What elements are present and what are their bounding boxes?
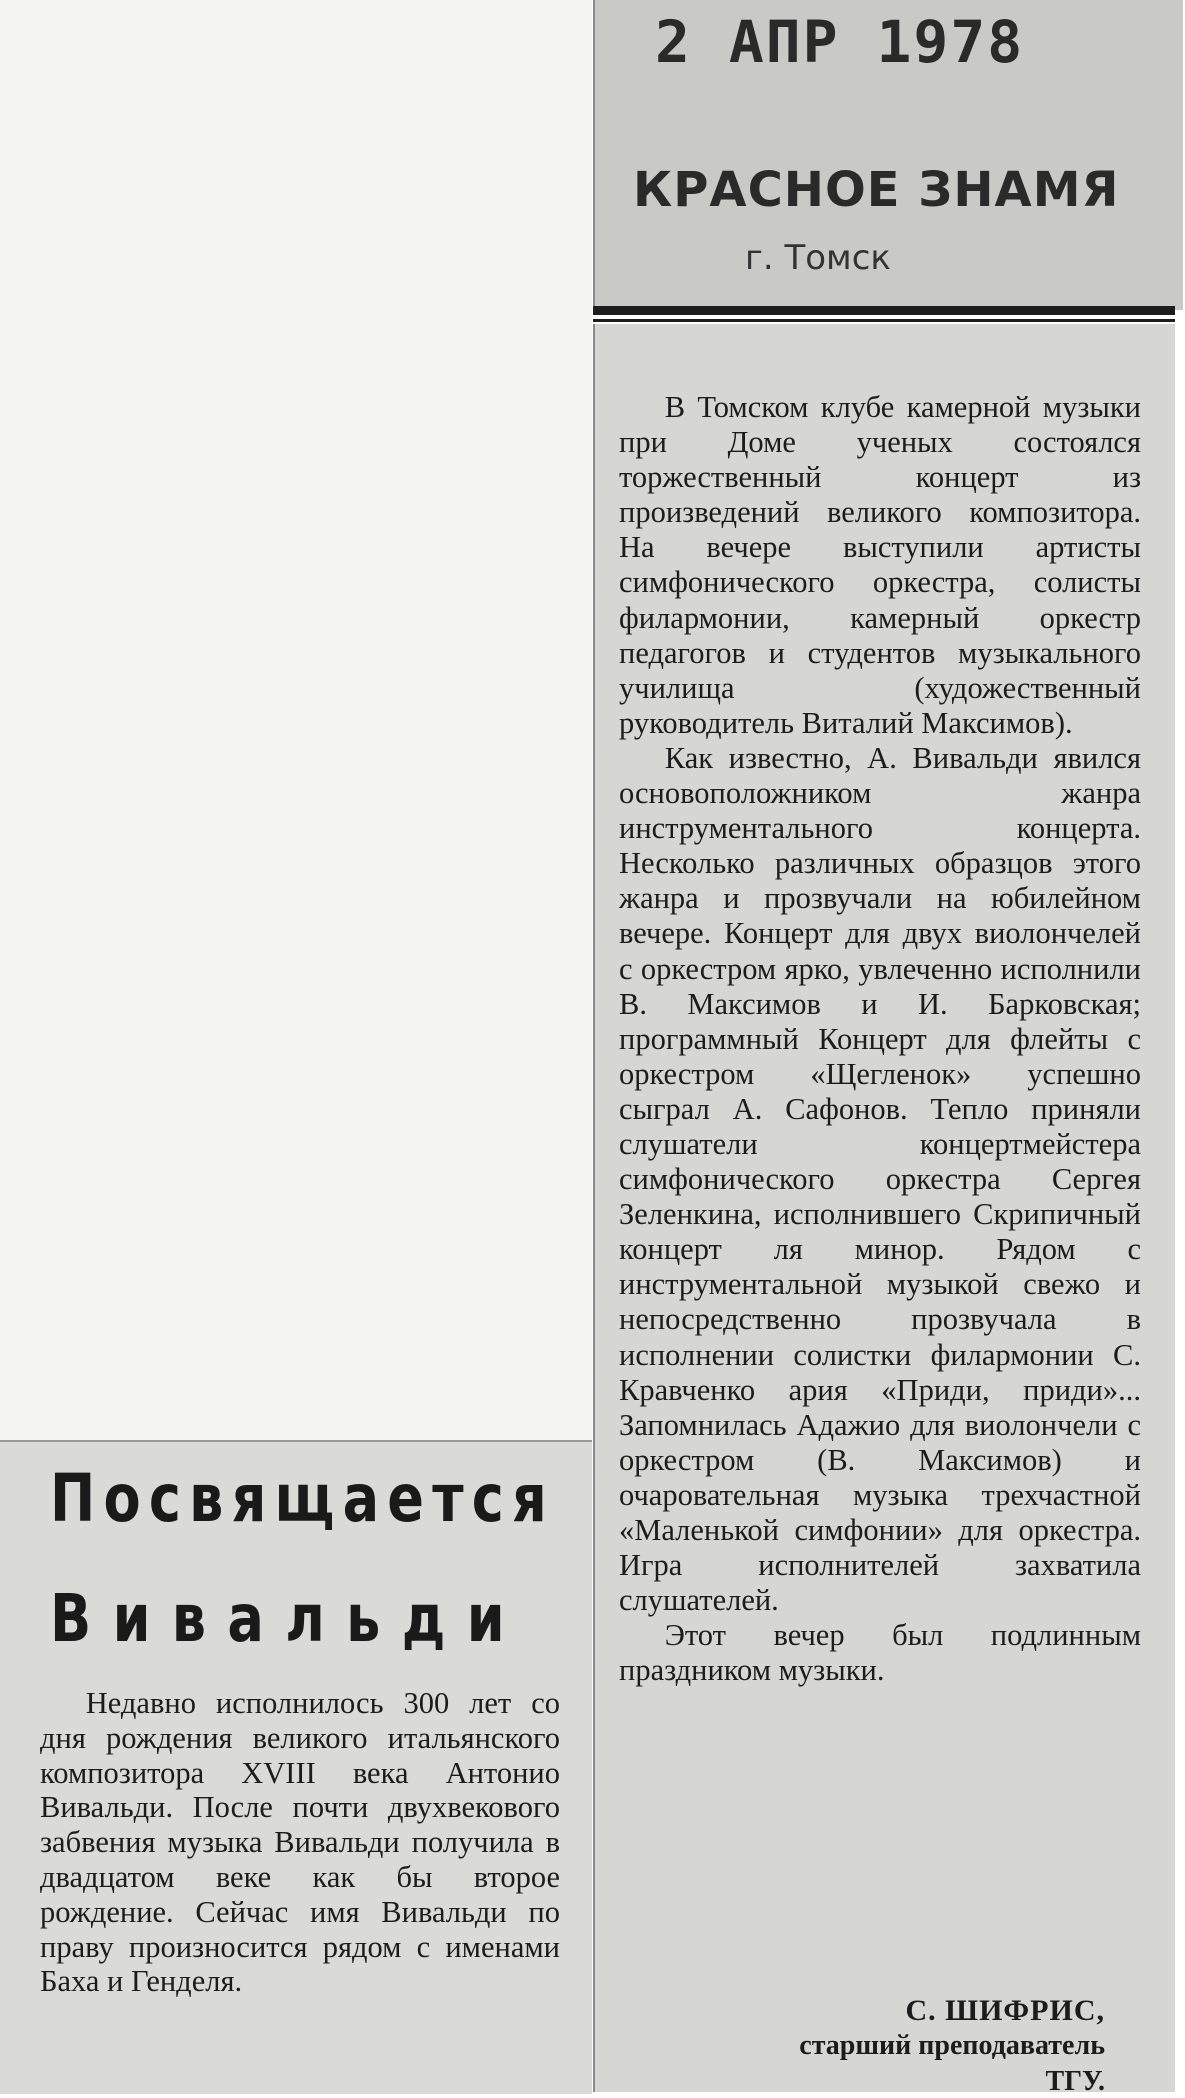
headline-line-2: Вивальди	[50, 1580, 526, 1657]
blank-page-area	[0, 0, 592, 1440]
article-paragraph-3: Этот вечер был подлинным праздником музыки.	[619, 1618, 1141, 1688]
archive-stamp	[593, 0, 1183, 310]
stamp-city: г. Томск	[745, 238, 891, 278]
headline-line-1: Посвящается	[50, 1460, 556, 1537]
article-body	[619, 390, 1141, 1688]
header-divider-thick	[593, 306, 1175, 315]
stamp-newspaper-name: КРАСНОЕ ЗНАМЯ	[633, 162, 1120, 218]
article-paragraph-1: В Томском клубе камерной музыки при Доме ученых состоялся торжественный концерт из произведений великого композитора. На вечере выступили артисты симфонического оркестра, солисты филармонии, камерный оркестр педагогов и студентов музыкального училища (художественный руководитель Виталий Максимов).	[619, 390, 1141, 740]
header-divider-thin	[593, 319, 1175, 322]
author-organization: ТГУ.	[1045, 2066, 1105, 2097]
intro-paragraph: Недавно исполнилось 300 лет со дня рождения великого итальянского композитора XVIII века Антонио Вивальди. После почти двухвекового забвения музыка Вивальди получила в двадцатом веке как бы второе рождение. Сейчас имя Вивальди по праву произносится рядом с именами Баха и Генделя.	[40, 1686, 560, 1999]
author-name: С. ШИФРИС,	[905, 1994, 1105, 2027]
headline-block	[0, 1440, 592, 2094]
article-paragraph-2: Как известно, А. Вивальди явился основоположником жанра инструментального концерта. Несколько различных образцов этого жанра и прозвучали на юбилейном вечере. Концерт для двух виолончелей с оркестром ярко, увлеченно исполнили В. Максимов и И. Барковская; программный Концерт для флейты с оркестром «Щегленок» успешно сыграл А. Сафонов. Тепло приняли слушатели концертмейстера симфонического оркестра Сергея Зеленкина, исполнившего Скрипичный концерт ля минор. Рядом с инструментальной музыкой свежо и непосредственно прозвучала в исполнении солистки филармонии С. Кравченко ария «Приди, приди»... Запомнилась Адажио для виолончели с оркестром (В. Максимов) и очаровательная музыка трехчастной «Маленькой симфонии» для оркестра. Игра исполнителей захватила слушателей.	[619, 740, 1141, 1618]
author-role: старший преподаватель	[799, 2030, 1105, 2061]
stamp-date: 2 АПР 1978	[655, 8, 1025, 76]
article-column	[593, 324, 1175, 2097]
